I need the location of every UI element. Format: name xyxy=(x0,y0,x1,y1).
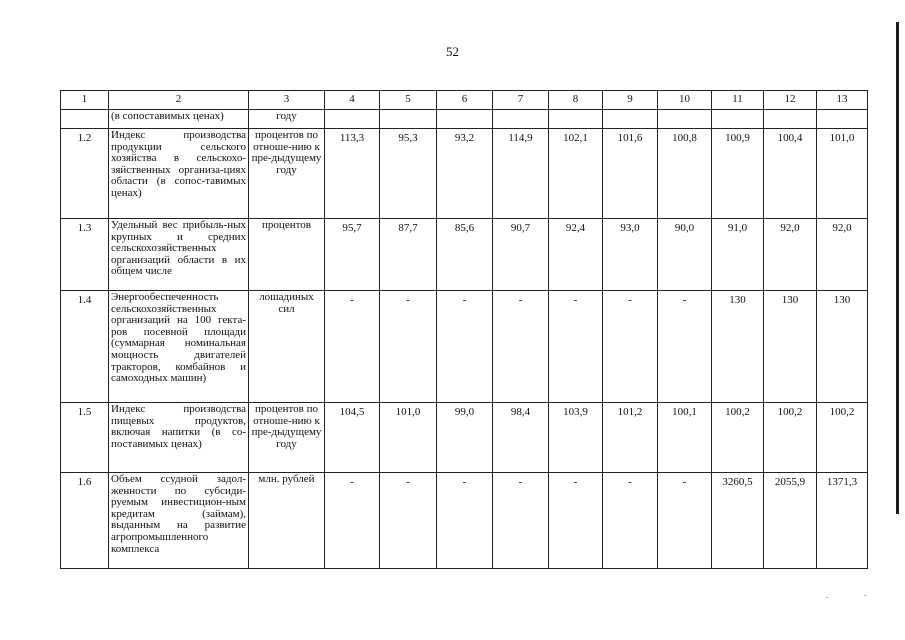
value-cell: 100,2 xyxy=(712,403,764,473)
value-cell: 87,7 xyxy=(380,219,437,291)
value-cell: - xyxy=(493,291,549,403)
value-cell: 100,4 xyxy=(764,129,817,219)
value-cell xyxy=(603,110,658,129)
value-cell: 130 xyxy=(817,291,868,403)
unit-cell: млн. рублей xyxy=(249,473,325,569)
value-cell: 91,0 xyxy=(712,219,764,291)
value-cell: - xyxy=(437,291,493,403)
value-cell: - xyxy=(325,473,380,569)
column-header: 10 xyxy=(658,91,712,110)
page-number: 52 xyxy=(446,44,459,59)
value-cell: 101,0 xyxy=(380,403,437,473)
value-cell: - xyxy=(549,291,603,403)
column-header: 11 xyxy=(712,91,764,110)
value-cell: 101,0 xyxy=(817,129,868,219)
value-cell: 95,3 xyxy=(380,129,437,219)
value-cell: 1371,3 xyxy=(817,473,868,569)
indicator-name-cell: Индекс производства пищевых продуктов, включая напитки (в со-поставимых ценах) xyxy=(109,403,249,473)
value-cell xyxy=(764,110,817,129)
value-cell: 99,0 xyxy=(437,403,493,473)
column-header: 6 xyxy=(437,91,493,110)
value-cell: 90,0 xyxy=(658,219,712,291)
value-cell: - xyxy=(325,291,380,403)
value-cell: - xyxy=(493,473,549,569)
row-index-cell: 1.2 xyxy=(61,129,109,219)
row-index-cell: 1.3 xyxy=(61,219,109,291)
value-cell: 100,8 xyxy=(658,129,712,219)
value-cell: 93,0 xyxy=(603,219,658,291)
scan-speck: . xyxy=(864,588,867,598)
column-header: 2 xyxy=(109,91,249,110)
table-row xyxy=(61,129,868,219)
value-cell: 98,4 xyxy=(493,403,549,473)
column-header: 8 xyxy=(549,91,603,110)
unit-cell: процентов xyxy=(249,219,325,291)
unit-cell: процентов по отноше-нию к пре-дыдущему году xyxy=(249,403,325,473)
indicator-name-cell: (в сопоставимых ценах) xyxy=(109,110,249,129)
value-cell: - xyxy=(658,473,712,569)
column-header: 4 xyxy=(325,91,380,110)
indicator-name-cell: Индекс производства продукции сельского хозяйства в сельскохо-зяйственных организа-циях области (в сопос-тавимых ценах) xyxy=(109,129,249,219)
value-cell: 100,9 xyxy=(712,129,764,219)
unit-cell: году xyxy=(249,110,325,129)
value-cell xyxy=(549,110,603,129)
value-cell: 101,2 xyxy=(603,403,658,473)
indicator-name-cell: Энергообеспеченность сельскохозяйственных организаций на 100 гекта-ров посевной площади (суммарная номинальная мощность двигателей тракторов, комбайнов и самоходных машин) xyxy=(109,291,249,403)
value-cell: 102,1 xyxy=(549,129,603,219)
unit-cell: лошадиных сил xyxy=(249,291,325,403)
value-cell: 100,2 xyxy=(817,403,868,473)
value-cell: - xyxy=(437,473,493,569)
value-cell: 101,6 xyxy=(603,129,658,219)
value-cell: 92,4 xyxy=(549,219,603,291)
table-row xyxy=(61,403,868,473)
value-cell xyxy=(325,110,380,129)
table-row xyxy=(61,473,868,569)
column-header: 1 xyxy=(61,91,109,110)
value-cell xyxy=(493,110,549,129)
value-cell: 85,6 xyxy=(437,219,493,291)
row-index-cell: 1.4 xyxy=(61,291,109,403)
value-cell: 130 xyxy=(712,291,764,403)
row-index-cell: 1.6 xyxy=(61,473,109,569)
value-cell: - xyxy=(658,291,712,403)
column-number-row xyxy=(61,91,868,110)
value-cell: 95,7 xyxy=(325,219,380,291)
value-cell: 100,1 xyxy=(658,403,712,473)
continuation-row xyxy=(61,110,868,129)
value-cell: 104,5 xyxy=(325,403,380,473)
value-cell: 90,7 xyxy=(493,219,549,291)
scan-edge-line xyxy=(896,22,899,514)
value-cell: - xyxy=(549,473,603,569)
value-cell: 3260,5 xyxy=(712,473,764,569)
column-header: 3 xyxy=(249,91,325,110)
value-cell xyxy=(437,110,493,129)
value-cell: 113,3 xyxy=(325,129,380,219)
column-header: 7 xyxy=(493,91,549,110)
value-cell xyxy=(380,110,437,129)
indicators-table xyxy=(60,90,868,569)
value-cell xyxy=(712,110,764,129)
table-row xyxy=(61,219,868,291)
column-header: 5 xyxy=(380,91,437,110)
scan-speck: . xyxy=(826,590,829,600)
value-cell: - xyxy=(603,291,658,403)
value-cell: - xyxy=(380,473,437,569)
indicator-name-cell: Объем ссудной задол-женности по субсиди-руемым инвестицион-ным кредитам (займам), выданным на развитие агропромышленного комплекса xyxy=(109,473,249,569)
column-header: 12 xyxy=(764,91,817,110)
column-header: 13 xyxy=(817,91,868,110)
table-row xyxy=(61,291,868,403)
value-cell: 93,2 xyxy=(437,129,493,219)
value-cell: 2055,9 xyxy=(764,473,817,569)
value-cell: 92,0 xyxy=(764,219,817,291)
value-cell: - xyxy=(380,291,437,403)
column-header: 9 xyxy=(603,91,658,110)
row-index-cell: 1.5 xyxy=(61,403,109,473)
unit-cell: процентов по отноше-нию к пре-дыдущему году xyxy=(249,129,325,219)
value-cell: 130 xyxy=(764,291,817,403)
value-cell: 103,9 xyxy=(549,403,603,473)
value-cell: 92,0 xyxy=(817,219,868,291)
row-index-cell xyxy=(61,110,109,129)
value-cell xyxy=(817,110,868,129)
value-cell: 114,9 xyxy=(493,129,549,219)
value-cell: 100,2 xyxy=(764,403,817,473)
indicator-name-cell: Удельный вес прибыль-ных крупных и средних сельскохозяйственных организаций области в их общем числе xyxy=(109,219,249,291)
value-cell: - xyxy=(603,473,658,569)
value-cell xyxy=(658,110,712,129)
